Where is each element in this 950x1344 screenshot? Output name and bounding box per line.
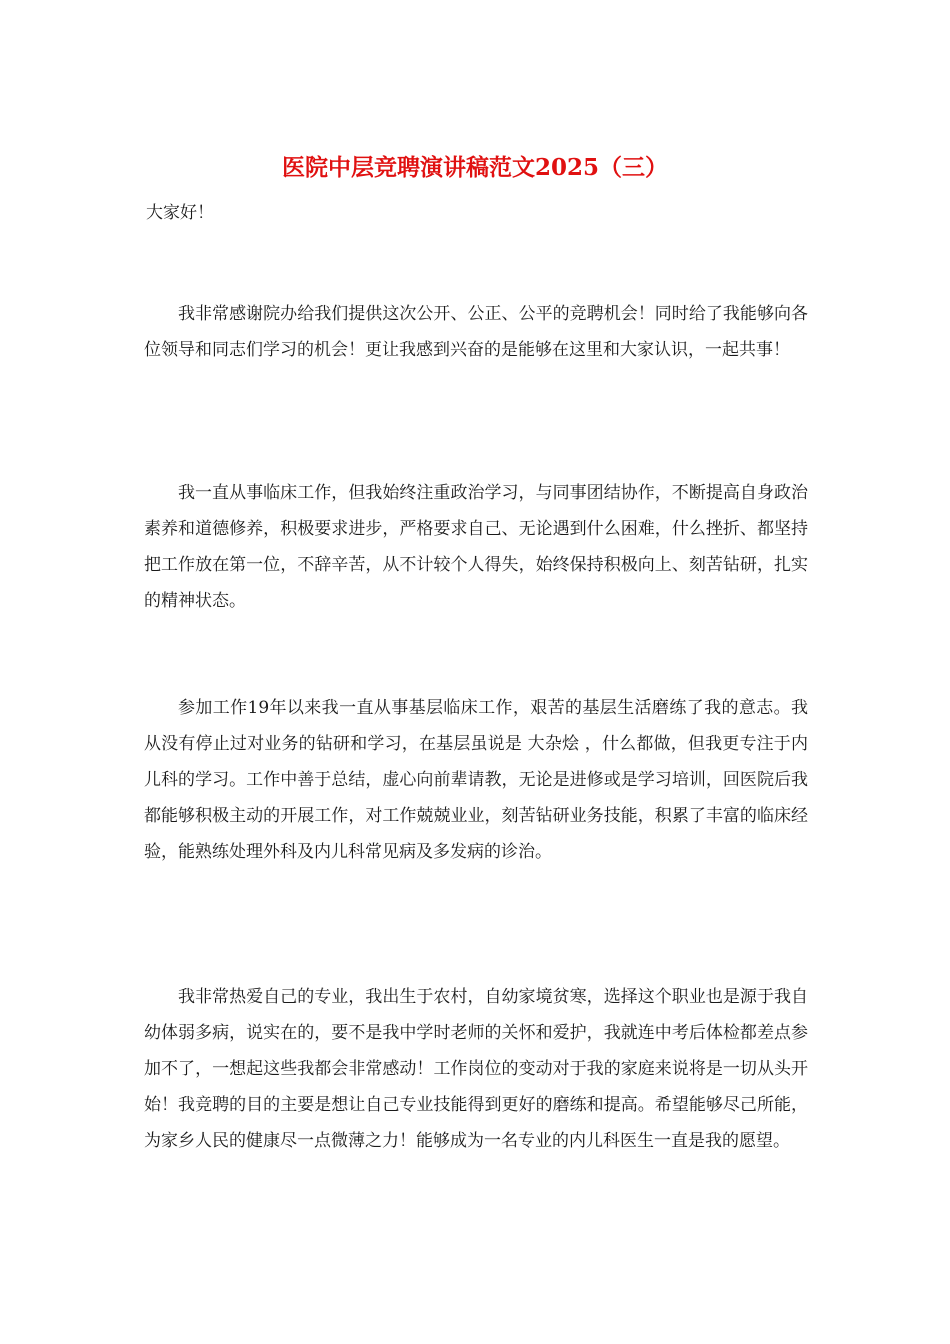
paragraph-4: 我非常热爱自己的专业，我出生于农村，自幼家境贫寒，选择这个职业也是源于我自幼体弱多病，说实在的，要不是我中学时老师的关怀和爱护，我就连中考后体检都差点参加不了，一想起这些我都会非常感动！工作岗位的变动对于我的家庭来说将是一切从头开始！我竞聘的目的主要是想让自己专业技能得到更好的磨练和提高。希望能够尽己所能，为家乡人民的健康尽一点微薄之力！能够成为一名专业的内儿科医生一直是我的愿望。 <box>144 987 808 1151</box>
paragraph-2: 我一直从事临床工作，但我始终注重政治学习，与同事团结协作，不断提高自身政治素养和道德修养，积极要求进步，严格要求自己、无论遇到什么困难，什么挫折、都坚持把工作放在第一位，不辞辛苦，从不计较个人得失，始终保持积极向上、刻苦钻研，扎实的精神状态。 <box>144 483 808 611</box>
paragraph-1: 我非常感谢院办给我们提供这次公开、公正、公平的竞聘机会！同时给了我能够向各位领导和同志们学习的机会！更让我感到兴奋的是能够在这里和大家认识，一起共事！ <box>144 304 808 360</box>
paragraph-3: 参加工作19年以来我一直从事基层临床工作，艰苦的基层生活磨练了我的意志。我从没有停止过对业务的钻研和学习，在基层虽说是 大杂烩 ，什么都做，但我更专注于内儿科的学习。工作中善于总结，虚心向前辈请教，无论是进修或是学习培训，回医院后我都能够积极主动的开展工作，对工作兢兢业业，刻苦钻研业务技能，积累了丰富的临床经验，能熟练处理外科及内儿科常见病及多发病的诊治。 <box>144 698 808 862</box>
greeting-line: 大家好！ <box>146 203 214 223</box>
document-title: 医院中层竞聘演讲稿范文2025（三） <box>281 154 668 181</box>
